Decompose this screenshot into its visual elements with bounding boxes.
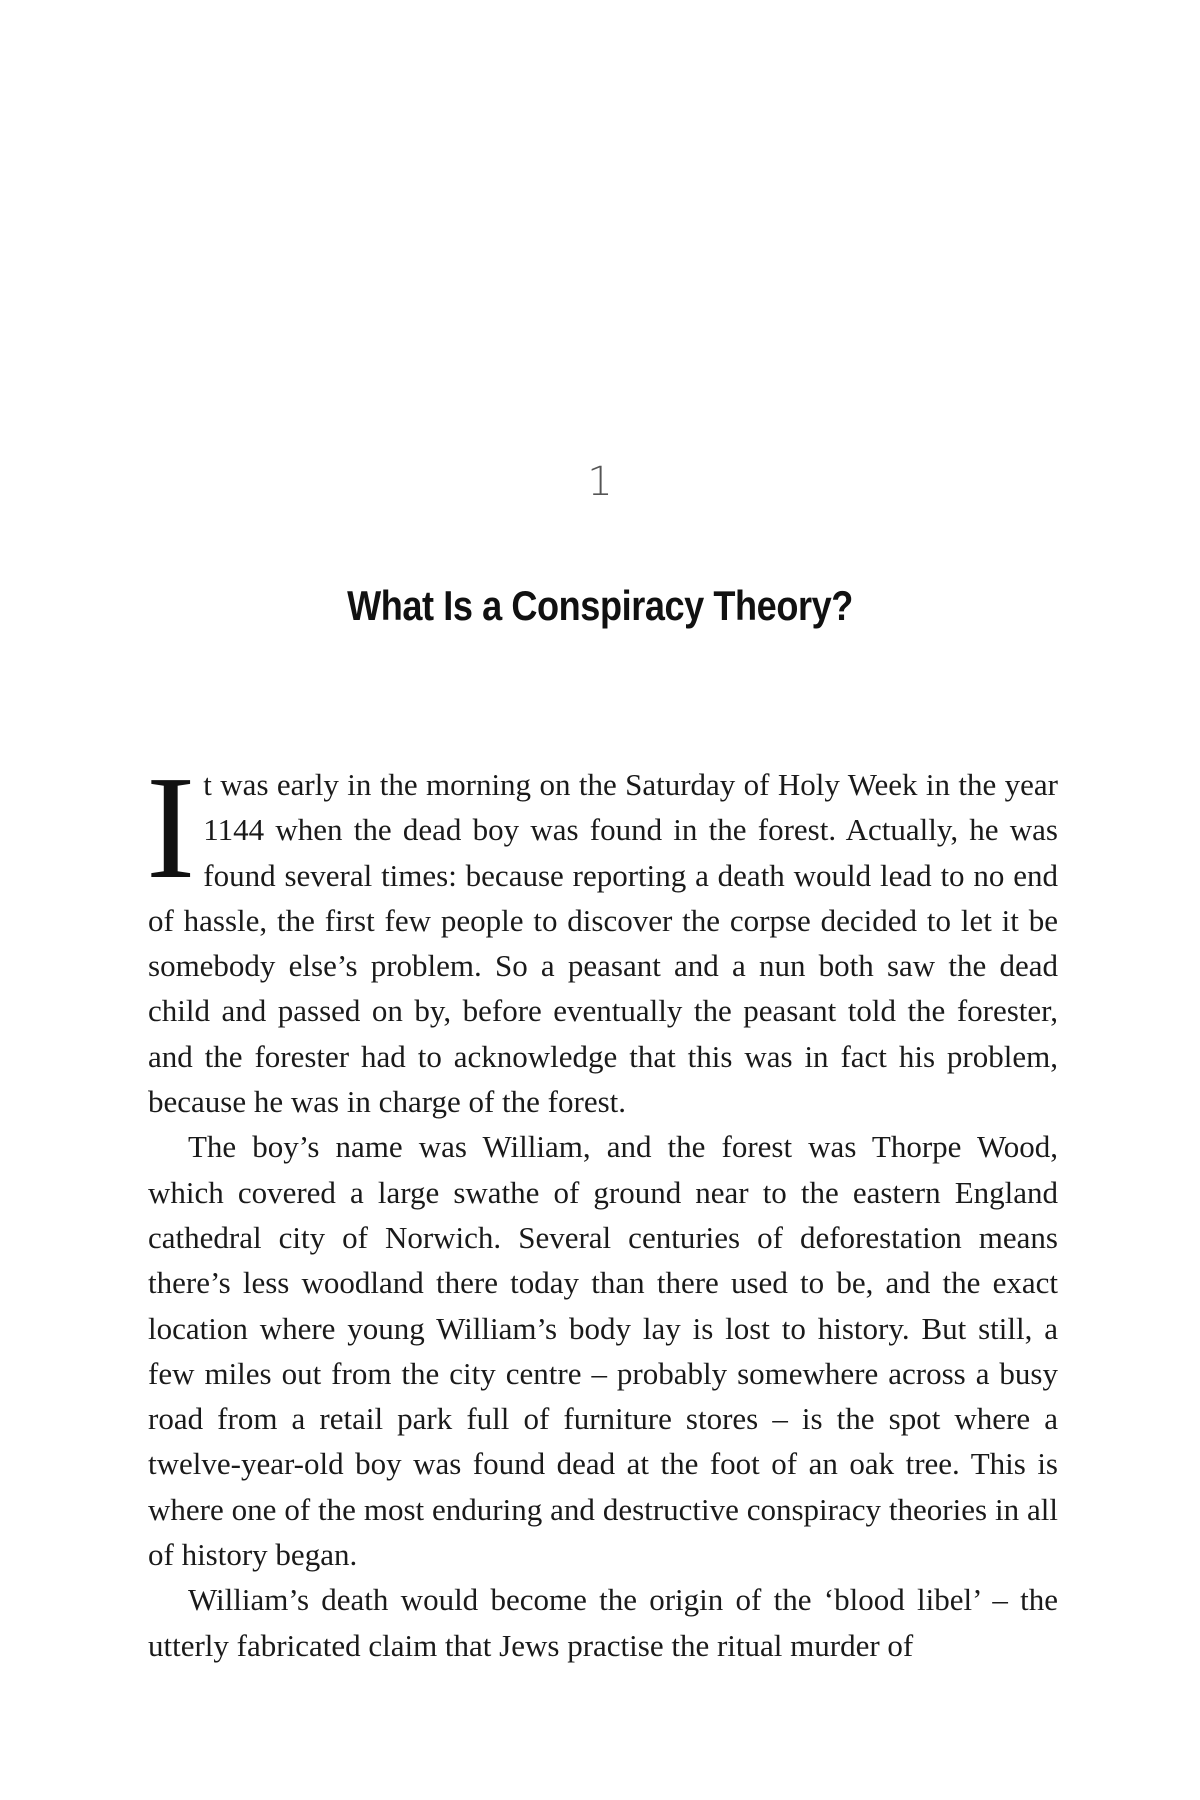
drop-cap: I [146, 746, 196, 910]
chapter-title: What Is a Conspiracy Theory? [347, 582, 853, 629]
paragraph-1-text: t was early in the morning on the Saturday of Holy Week in the year 1144 when the dead boy was found in the forest. Actually, he was found several times: because reporting a death would lead to no end of hassle, the first few people to discover the corpse decided to let it be somebody else’s problem. So a peasant and a nun both saw the dead child and passed on by, before eventually the peasant told the forester, and the forester had to acknowledge that this was in fact his problem, because he was in charge of the forest. [148, 767, 1058, 1120]
chapter-body [146, 746, 1058, 1668]
paragraph-3: William’s death would become the origin of the ‘blood libel’ – the utterly fabricated claim that Jews practise the ritual murder of [148, 1582, 1058, 1663]
chapter-number: 1 [587, 459, 613, 505]
paragraph-1 [146, 746, 1058, 1124]
paragraph-2: The boy’s name was William, and the forest was Thorpe Wood, which covered a large swathe of ground near to the eastern England cathedral city of Norwich. Several centuries of deforestation means there’s less woodland there today than there used to be, and the exact location where young William’s body lay is lost to history. But still, a few miles out from the city centre – probably somewhere across a busy road from a retail park full of furniture stores – is the spot where a twelve-year-old boy was found dead at the foot of an oak tree. This is where one of the most enduring and destructive conspiracy theories in all of history began. [148, 1129, 1058, 1573]
